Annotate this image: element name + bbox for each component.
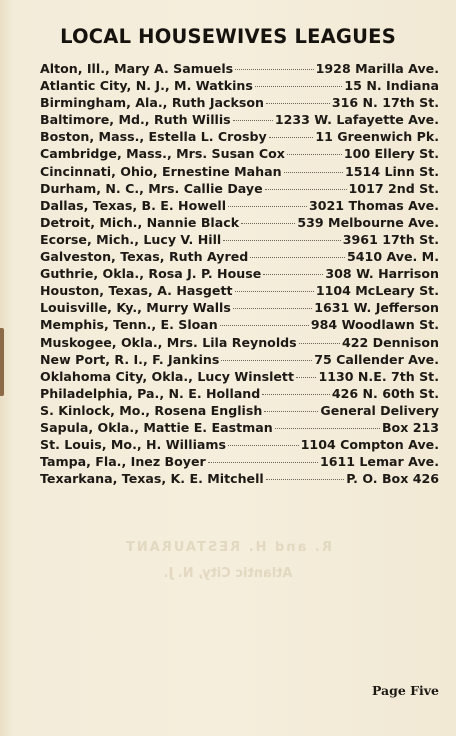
list-item xyxy=(40,145,439,162)
list-item xyxy=(40,470,439,487)
list-item xyxy=(40,436,439,453)
league-address: 5410 Ave. M. xyxy=(347,249,439,265)
list-item xyxy=(40,163,439,180)
dot-leader xyxy=(262,394,330,395)
league-address: Box 213 xyxy=(381,419,439,435)
league-contact: Atlantic City, N. J., M. Watkins xyxy=(40,78,253,94)
league-contact: Baltimore, Md., Ruth Willis xyxy=(40,112,231,128)
league-contact: Birmingham, Ala., Ruth Jackson xyxy=(40,95,264,111)
dot-leader xyxy=(228,445,299,446)
league-contact: Houston, Texas, A. Hasgett xyxy=(40,283,233,299)
list-item xyxy=(40,231,439,248)
list-item xyxy=(40,94,439,111)
list-item xyxy=(40,265,439,282)
league-contact: Cambridge, Mass., Mrs. Susan Cox xyxy=(40,146,285,162)
list-item xyxy=(40,128,439,145)
list-item xyxy=(40,111,439,128)
league-contact: Durham, N. C., Mrs. Callie Daye xyxy=(40,180,263,196)
league-address: 1104 McLeary St. xyxy=(315,283,439,299)
league-contact: St. Louis, Mo., H. Williams xyxy=(40,437,227,453)
league-contact: Philadelphia, Pa., N. E. Holland xyxy=(40,385,261,401)
list-item xyxy=(40,197,439,214)
league-contact: Oklahoma City, Okla., Lucy Winslett xyxy=(40,368,294,384)
league-address: 426 N. 60th St. xyxy=(331,385,439,401)
league-contact: Tampa, Fla., Inez Boyer xyxy=(40,454,206,470)
dot-leader xyxy=(266,479,345,480)
list-item xyxy=(40,351,439,368)
list-item xyxy=(40,402,439,419)
league-contact: Guthrie, Okla., Rosa J. P. House xyxy=(40,266,262,282)
league-address: 100 Ellery St. xyxy=(343,146,439,162)
league-contact: Muskogee, Okla., Mrs. Lila Reynolds xyxy=(40,334,297,350)
league-address: 422 Dennison xyxy=(341,334,439,350)
league-address: 75 Callender Ave. xyxy=(314,351,439,367)
dot-leader xyxy=(266,103,330,104)
dot-leader xyxy=(221,360,312,361)
league-address: 15 N. Indiana xyxy=(344,78,439,94)
dot-leader xyxy=(220,325,309,326)
dot-leader xyxy=(284,172,343,173)
league-contact: Boston, Mass., Estella L. Crosby xyxy=(40,129,267,145)
staple-binding xyxy=(0,328,4,396)
dot-leader xyxy=(255,86,343,87)
league-contact: Galveston, Texas, Ruth Ayred xyxy=(40,249,249,265)
league-contact: Texarkana, Texas, K. E. Mitchell xyxy=(40,471,264,487)
league-address: 1233 W. Lafayette Ave. xyxy=(274,112,439,128)
league-address: 1130 N.E. 7th St. xyxy=(318,368,439,384)
league-address: P. O. Box 426 xyxy=(346,471,439,487)
list-item xyxy=(40,316,439,333)
league-address: General Delivery xyxy=(320,402,439,418)
dot-leader xyxy=(235,69,314,70)
league-address: 1928 Marilla Ave. xyxy=(315,61,439,76)
league-address: 308 W. Harrison xyxy=(325,266,439,282)
list-item xyxy=(40,299,439,316)
list-item xyxy=(40,419,439,436)
dot-leader xyxy=(269,137,314,138)
dot-leader xyxy=(250,257,345,258)
league-contact: Dallas, Texas, B. E. Howell xyxy=(40,197,227,213)
dot-leader xyxy=(265,189,347,190)
dot-leader xyxy=(228,206,307,207)
league-address: 1514 Linn St. xyxy=(345,163,439,179)
bleed-through-text: Atlantic City, N. J. xyxy=(163,566,293,581)
list-item xyxy=(40,77,439,94)
league-contact: Alton, Ill., Mary A. Samuels xyxy=(40,61,234,76)
list-item xyxy=(40,248,439,265)
dot-leader xyxy=(296,377,316,378)
page-title: LOCAL HOUSEWIVES LEAGUES xyxy=(60,25,396,48)
list-item xyxy=(40,282,439,299)
list-item xyxy=(40,180,439,197)
league-contact: S. Kinlock, Mo., Rosena English xyxy=(40,402,263,418)
league-directory-list xyxy=(40,60,439,487)
league-address: 1017 2nd St. xyxy=(348,180,439,196)
league-address: 1104 Compton Ave. xyxy=(300,437,439,453)
dot-leader xyxy=(235,291,314,292)
page-number: Page Five xyxy=(371,683,439,698)
dot-leader xyxy=(287,154,342,155)
league-contact: Ecorse, Mich., Lucy V. Hill xyxy=(40,231,222,247)
league-address: 11 Greenwich Pk. xyxy=(315,129,439,145)
dot-leader xyxy=(223,240,341,241)
league-contact: New Port, R. I., F. Jankins xyxy=(40,351,220,367)
dot-leader xyxy=(233,308,312,309)
dot-leader xyxy=(241,223,295,224)
league-address: 1631 W. Jefferson xyxy=(314,300,439,316)
dot-leader xyxy=(263,274,323,275)
league-address: 316 N. 17th St. xyxy=(331,95,439,111)
list-item xyxy=(40,214,439,231)
league-address: 539 Melbourne Ave. xyxy=(297,214,439,230)
list-item xyxy=(40,334,439,351)
dot-leader xyxy=(264,411,318,412)
league-contact: Cincinnati, Ohio, Ernestine Mahan xyxy=(40,163,282,179)
dot-leader xyxy=(233,120,273,121)
league-address: 984 Woodlawn St. xyxy=(310,317,439,333)
list-item xyxy=(40,60,439,77)
league-address: 3961 17th St. xyxy=(342,231,439,247)
league-contact: Louisville, Ky., Murry Walls xyxy=(40,300,231,316)
league-address: 3021 Thomas Ave. xyxy=(309,197,439,213)
list-item xyxy=(40,385,439,402)
dot-leader xyxy=(275,428,380,429)
league-contact: Detroit, Mich., Nannie Black xyxy=(40,214,240,230)
league-contact: Sapula, Okla., Mattie E. Eastman xyxy=(40,419,273,435)
bleed-through-text: R. and H. RESTAURANT xyxy=(123,540,333,555)
dot-leader xyxy=(299,343,340,344)
dot-leader xyxy=(208,462,318,463)
list-item xyxy=(40,453,439,470)
list-item xyxy=(40,368,439,385)
league-contact: Memphis, Tenn., E. Sloan xyxy=(40,317,218,333)
league-address: 1611 Lemar Ave. xyxy=(319,454,439,470)
